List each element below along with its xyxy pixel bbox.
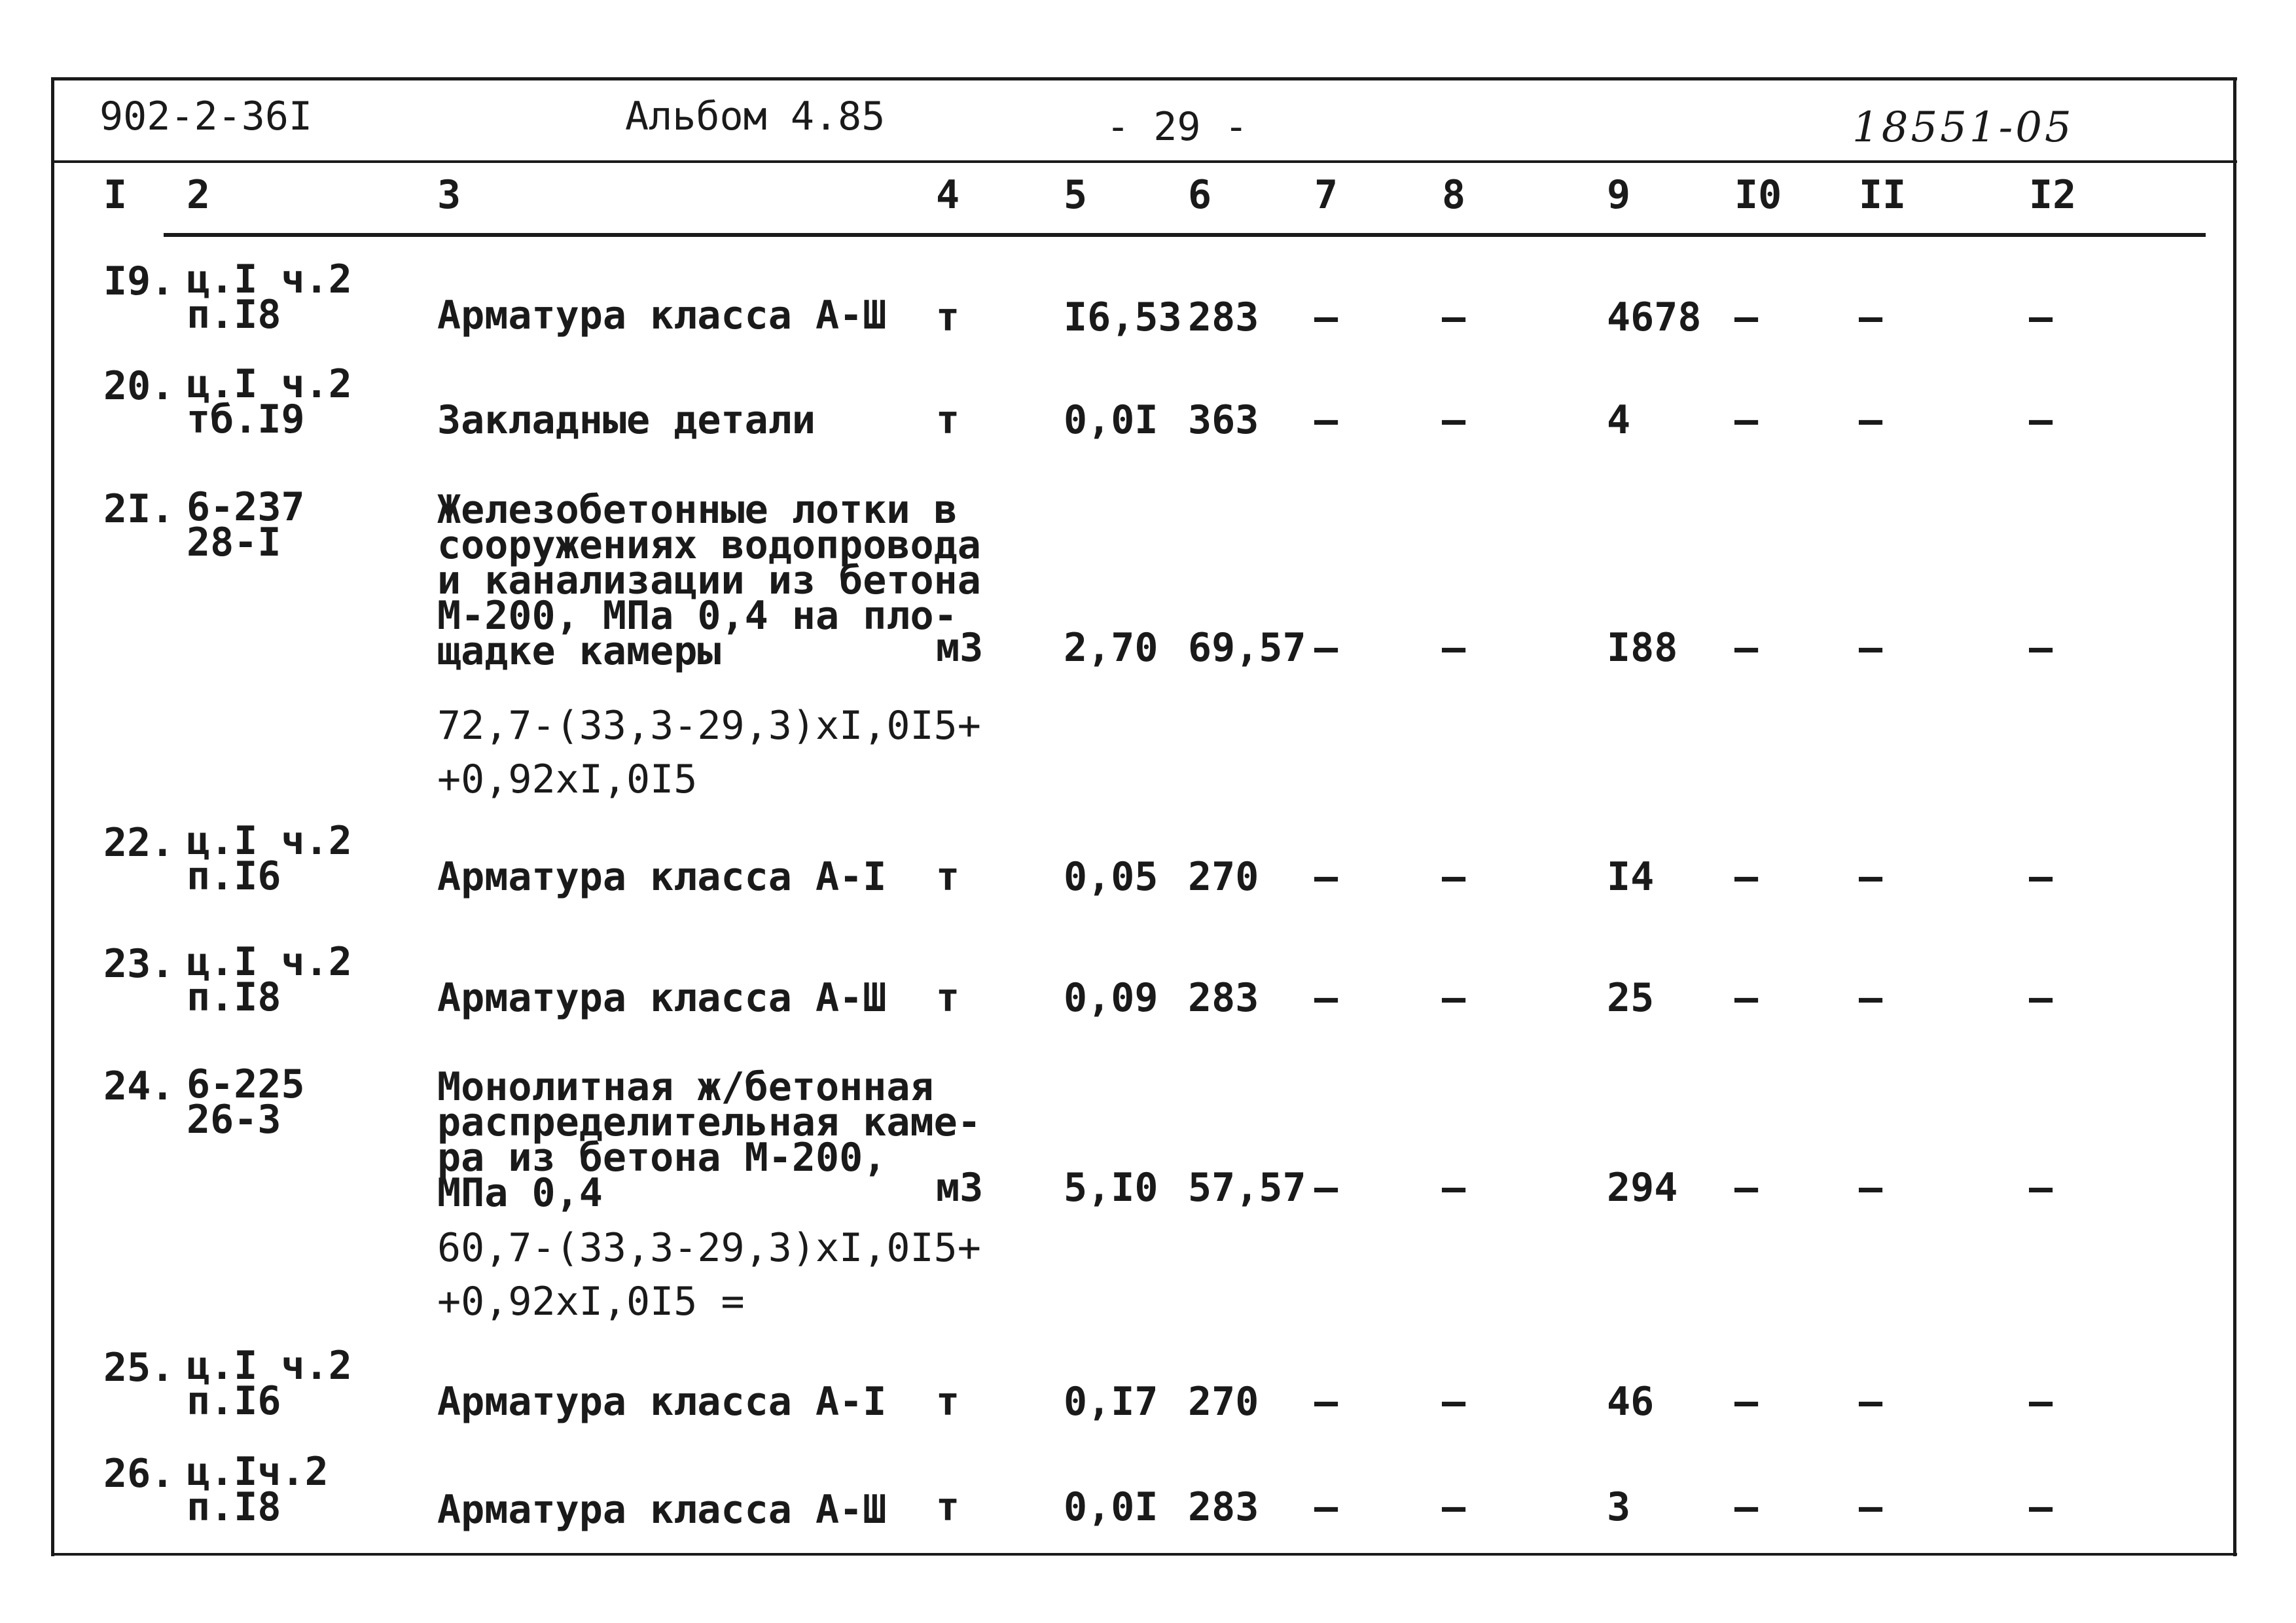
frame-bottom-border <box>51 1553 2237 1556</box>
norm-reference <box>187 818 352 899</box>
work-description-line: ра из бетона М-200, <box>437 1135 887 1181</box>
row-number: 2I. <box>103 486 175 532</box>
column-c12-cell: – <box>2029 294 2053 340</box>
column-c11-cell: – <box>1859 397 1883 443</box>
column-c7-cell: – <box>1314 1165 1338 1211</box>
total-cost-cell: 3 <box>1607 1484 1631 1530</box>
column-header-divider <box>164 233 2206 237</box>
column-c7-cell: – <box>1314 854 1338 900</box>
column-number: 9 <box>1607 172 1631 218</box>
column-c11-cell: – <box>1859 625 1883 671</box>
work-description-line: М-200, МПа 0,4 на пло- <box>437 593 958 639</box>
unit-price-cell: 270 <box>1188 854 1259 900</box>
work-description-line: щадке камеры <box>437 628 721 674</box>
row-number: 20. <box>103 363 175 409</box>
work-description-line: и канализации из бетона <box>437 558 981 603</box>
work-description <box>437 293 887 338</box>
norm-reference-line: 6-225 <box>187 1061 305 1107</box>
work-description-line: Арматура класса А-Ш <box>437 293 887 338</box>
work-description <box>437 854 887 900</box>
column-number: 2 <box>187 172 211 218</box>
column-number: I0 <box>1734 172 1782 218</box>
work-description <box>437 397 816 443</box>
norm-reference-line: ц.I ч.2 <box>187 257 352 302</box>
column-c8-cell: – <box>1442 294 1466 340</box>
unit-cell: м3 <box>936 1165 984 1211</box>
column-c12-cell: – <box>2029 975 2053 1021</box>
norm-reference-line: 6-237 <box>187 484 305 530</box>
column-c10-cell: – <box>1734 625 1759 671</box>
quantity-cell: 0,09 <box>1064 975 1158 1021</box>
column-c8-cell: – <box>1442 975 1466 1021</box>
column-c7-cell: – <box>1314 294 1338 340</box>
quantity-cell: I6,53 <box>1064 294 1182 340</box>
column-c8-cell: – <box>1442 1165 1466 1211</box>
frame-right-border <box>2233 77 2236 1556</box>
column-number: 5 <box>1064 172 1088 218</box>
column-c8-cell: – <box>1442 1484 1466 1530</box>
column-number: 3 <box>437 172 461 218</box>
norm-reference-line: ц.I ч.2 <box>187 361 352 407</box>
row-number: I9. <box>103 259 175 304</box>
row-number: 24. <box>103 1063 175 1109</box>
work-description-line: Арматура класса А-Ш <box>437 975 887 1021</box>
column-number: I <box>103 172 128 218</box>
unit-cell: т <box>936 975 960 1021</box>
column-c11-cell: – <box>1859 1165 1883 1211</box>
column-c8-cell: – <box>1442 1379 1466 1425</box>
column-c12-cell: – <box>2029 1165 2053 1211</box>
quantity-formula-line: 60,7-(33,3-29,3)хI,0I5+ <box>437 1225 981 1271</box>
work-description-line: Закладные детали <box>437 397 816 443</box>
column-c8-cell: – <box>1442 854 1466 900</box>
norm-reference-line: ц.I ч.2 <box>187 818 352 864</box>
work-description <box>437 1064 984 1216</box>
unit-cell: т <box>936 294 960 340</box>
column-number: I2 <box>2029 172 2077 218</box>
stamp-number: 18551-05 <box>1852 103 2074 152</box>
norm-reference <box>187 1343 352 1424</box>
work-description <box>437 1379 887 1425</box>
quantity-formula-line: 72,7-(33,3-29,3)хI,0I5+ <box>437 703 981 749</box>
work-description-line: Монолитная ж/бетонная <box>437 1064 934 1110</box>
column-c11-cell: – <box>1859 975 1883 1021</box>
norm-reference <box>187 1449 329 1530</box>
column-c12-cell: – <box>2029 397 2053 443</box>
total-cost-cell: 294 <box>1607 1165 1678 1211</box>
unit-price-cell: 57,57 <box>1188 1165 1306 1211</box>
unit-price-cell: 69,57 <box>1188 625 1306 671</box>
work-description <box>437 1487 887 1533</box>
quantity-cell: 2,70 <box>1064 625 1158 671</box>
work-description <box>437 975 887 1021</box>
column-c11-cell: – <box>1859 1484 1883 1530</box>
quantity-formula-line: +0,92хI,0I5 <box>437 757 698 802</box>
quantity-cell: 0,I7 <box>1064 1379 1158 1425</box>
album-label: Альбом 4.85 <box>625 94 886 139</box>
norm-reference-line: 26-3 <box>187 1097 281 1143</box>
quantity-cell: 0,05 <box>1064 854 1158 900</box>
total-cost-cell: I4 <box>1607 854 1655 900</box>
column-c12-cell: – <box>2029 1484 2053 1530</box>
unit-price-cell: 283 <box>1188 975 1259 1021</box>
norm-reference <box>187 939 352 1020</box>
quantity-cell: 0,0I <box>1064 1484 1158 1530</box>
column-c10-cell: – <box>1734 1484 1759 1530</box>
work-description-line: Железобетонные лотки в <box>437 487 958 533</box>
row-number: 23. <box>103 941 175 987</box>
row-number: 26. <box>103 1451 175 1497</box>
column-c10-cell: – <box>1734 397 1759 443</box>
column-c12-cell: – <box>2029 625 2053 671</box>
norm-reference-line: п.I6 <box>187 1378 281 1424</box>
title-block-divider <box>51 160 2237 163</box>
column-c8-cell: – <box>1442 625 1466 671</box>
column-c10-cell: – <box>1734 1379 1759 1425</box>
quantity-cell: 0,0I <box>1064 397 1158 443</box>
norm-reference <box>187 257 352 338</box>
work-description-line: Арматура класса А-I <box>437 1379 887 1425</box>
column-c7-cell: – <box>1314 975 1338 1021</box>
norm-reference <box>187 361 352 442</box>
norm-reference-line: ц.I ч.2 <box>187 1343 352 1389</box>
unit-price-cell: 363 <box>1188 397 1259 443</box>
norm-reference-line: ц.Iч.2 <box>187 1449 329 1495</box>
column-c7-cell: – <box>1314 1484 1338 1530</box>
unit-price-cell: 283 <box>1188 1484 1259 1530</box>
norm-reference-line: п.I8 <box>187 974 281 1020</box>
column-c10-cell: – <box>1734 1165 1759 1211</box>
column-c11-cell: – <box>1859 294 1883 340</box>
work-description-line: Арматура класса А-Ш <box>437 1487 887 1533</box>
norm-reference <box>187 484 305 565</box>
column-number: 6 <box>1188 172 1212 218</box>
column-c7-cell: – <box>1314 1379 1338 1425</box>
doc-code: 902-2-36I <box>99 94 313 139</box>
unit-cell: т <box>936 1484 960 1530</box>
column-c7-cell: – <box>1314 625 1338 671</box>
work-description-line: Арматура класса А-I <box>437 854 887 900</box>
work-description-line: сооружениях водопровода <box>437 522 981 568</box>
frame-top-border <box>51 77 2237 80</box>
column-c11-cell: – <box>1859 854 1883 900</box>
unit-price-cell: 270 <box>1188 1379 1259 1425</box>
work-description <box>437 487 984 674</box>
unit-cell: т <box>936 397 960 443</box>
quantity-cell: 5,I0 <box>1064 1165 1158 1211</box>
column-c12-cell: – <box>2029 854 2053 900</box>
column-number: 4 <box>936 172 960 218</box>
norm-reference-line: ц.I ч.2 <box>187 939 352 985</box>
column-c10-cell: – <box>1734 294 1759 340</box>
quantity-formula <box>437 1221 981 1329</box>
norm-reference-line: п.I8 <box>187 292 281 338</box>
unit-cell: т <box>936 1379 960 1425</box>
column-number: 7 <box>1314 172 1338 218</box>
quantity-formula <box>437 699 981 806</box>
work-description-line: МПа 0,4 <box>437 1170 603 1216</box>
column-c10-cell: – <box>1734 975 1759 1021</box>
total-cost-cell: 25 <box>1607 975 1655 1021</box>
column-c10-cell: – <box>1734 854 1759 900</box>
norm-reference-line: п.I8 <box>187 1484 281 1530</box>
row-number: 22. <box>103 820 175 866</box>
total-cost-cell: 46 <box>1607 1379 1655 1425</box>
total-cost-cell: 4 <box>1607 397 1631 443</box>
page-number: - 29 - <box>1106 104 1248 150</box>
column-number: 8 <box>1442 172 1466 218</box>
column-c11-cell: – <box>1859 1379 1883 1425</box>
column-number: II <box>1859 172 1907 218</box>
total-cost-cell: I88 <box>1607 625 1678 671</box>
norm-reference-line: 28-I <box>187 520 281 565</box>
quantity-formula-line: +0,92хI,0I5 = <box>437 1279 745 1325</box>
column-c8-cell: – <box>1442 397 1466 443</box>
column-c12-cell: – <box>2029 1379 2053 1425</box>
frame-left-border <box>51 77 54 1556</box>
unit-price-cell: 283 <box>1188 294 1259 340</box>
column-c7-cell: – <box>1314 397 1338 443</box>
norm-reference <box>187 1061 305 1143</box>
norm-reference-line: тб.I9 <box>187 397 305 442</box>
row-number: 25. <box>103 1345 175 1391</box>
unit-cell: т <box>936 854 960 900</box>
total-cost-cell: 4678 <box>1607 294 1702 340</box>
unit-cell: м3 <box>936 625 984 671</box>
norm-reference-line: п.I6 <box>187 853 281 899</box>
work-description-line: распределительная каме- <box>437 1099 981 1145</box>
